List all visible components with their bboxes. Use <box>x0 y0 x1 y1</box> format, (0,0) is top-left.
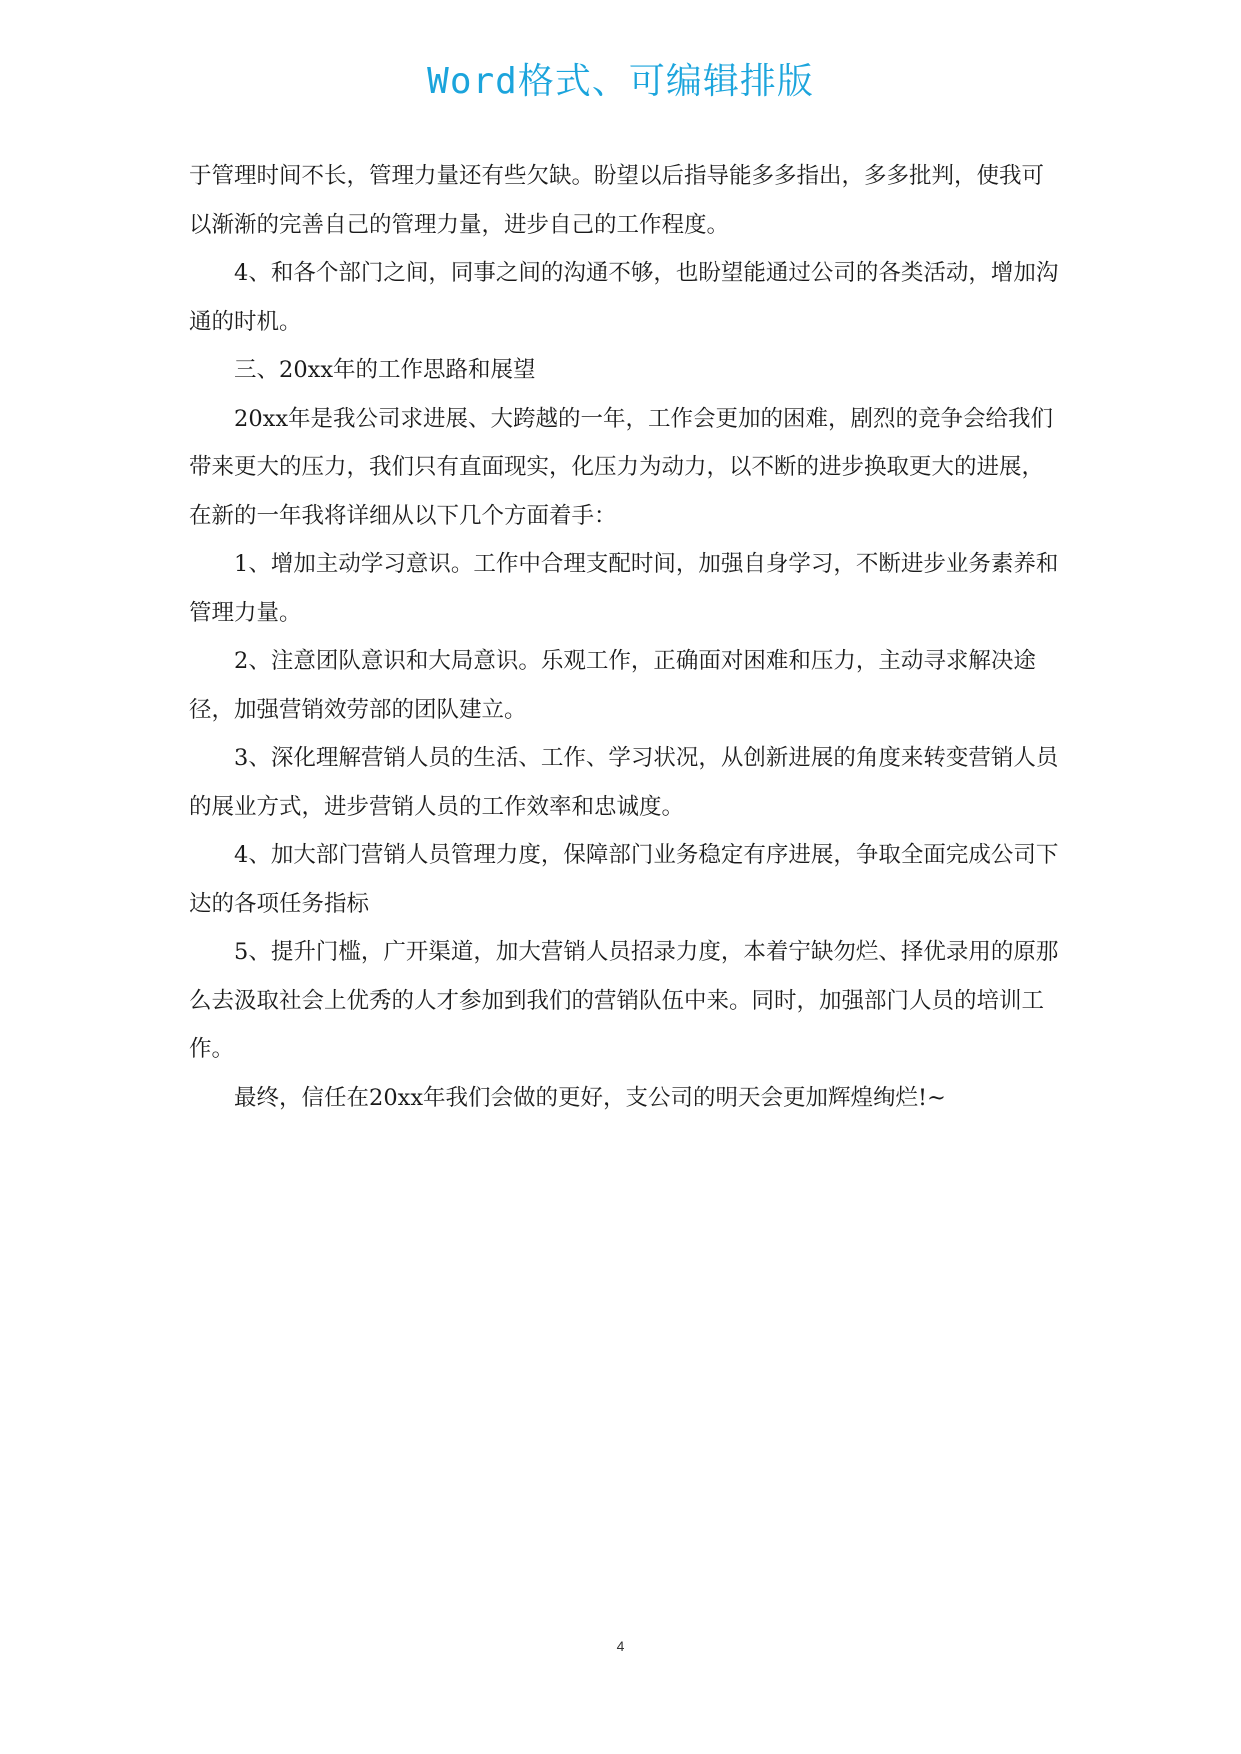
document-body <box>189 152 1059 1122</box>
paragraph-4: 20xx年是我公司求进展、大跨越的一年，工作会更加的困难，剧烈的竞争会给我们带来更大的压力，我们只有直面现实，化压力为动力，以不断的进步换取更大的进展，在新的一年我将详细从以下几个方面着手： <box>189 405 1054 529</box>
paragraph-2: 4、和各个部门之间，同事之间的沟通不够，也盼望能通过公司的各类活动，增加沟通的时机。 <box>189 260 1059 335</box>
list-item-2: 2、注意团队意识和大局意识。乐观工作，正确面对困难和压力，主动寻求解决途径，加强营销效劳部的团队建立。 <box>189 648 1036 723</box>
closing-paragraph: 最终，信任在20xx年我们会做的更好，支公司的明天会更加辉煌绚烂!~ <box>234 1084 946 1111</box>
list-item-3: 3、深化理解营销人员的生活、工作、学习状况，从创新进展的角度来转变营销人员的展业方式，进步营销人员的工作效率和忠诚度。 <box>189 745 1059 820</box>
section-heading-3: 三、20xx年的工作思路和展望 <box>234 357 536 383</box>
list-item-4: 4、加大部门营销人员管理力度，保障部门业务稳定有序进展，争取全面完成公司下达的各项任务指标 <box>189 842 1059 917</box>
page-number: 4 <box>616 1638 625 1654</box>
paragraph-1: 于管理时间不长，管理力量还有些欠缺。盼望以后指导能多多指出，多多批判，使我可以渐渐的完善自己的管理力量，进步自己的工作程度。 <box>189 163 1045 238</box>
list-item-5: 5、提升门槛，广开渠道，加大营销人员招录力度，本着宁缺勿烂、择优录用的原那么去汲取社会上优秀的人才参加到我们的营销队伍中来。同时，加强部门人员的培训工作。 <box>189 939 1059 1062</box>
page-header-title: Word格式、可编辑排版 <box>427 61 814 102</box>
list-item-1: 1、增加主动学习意识。工作中合理支配时间，加强自身学习，不断进步业务素养和管理力量。 <box>189 551 1059 626</box>
